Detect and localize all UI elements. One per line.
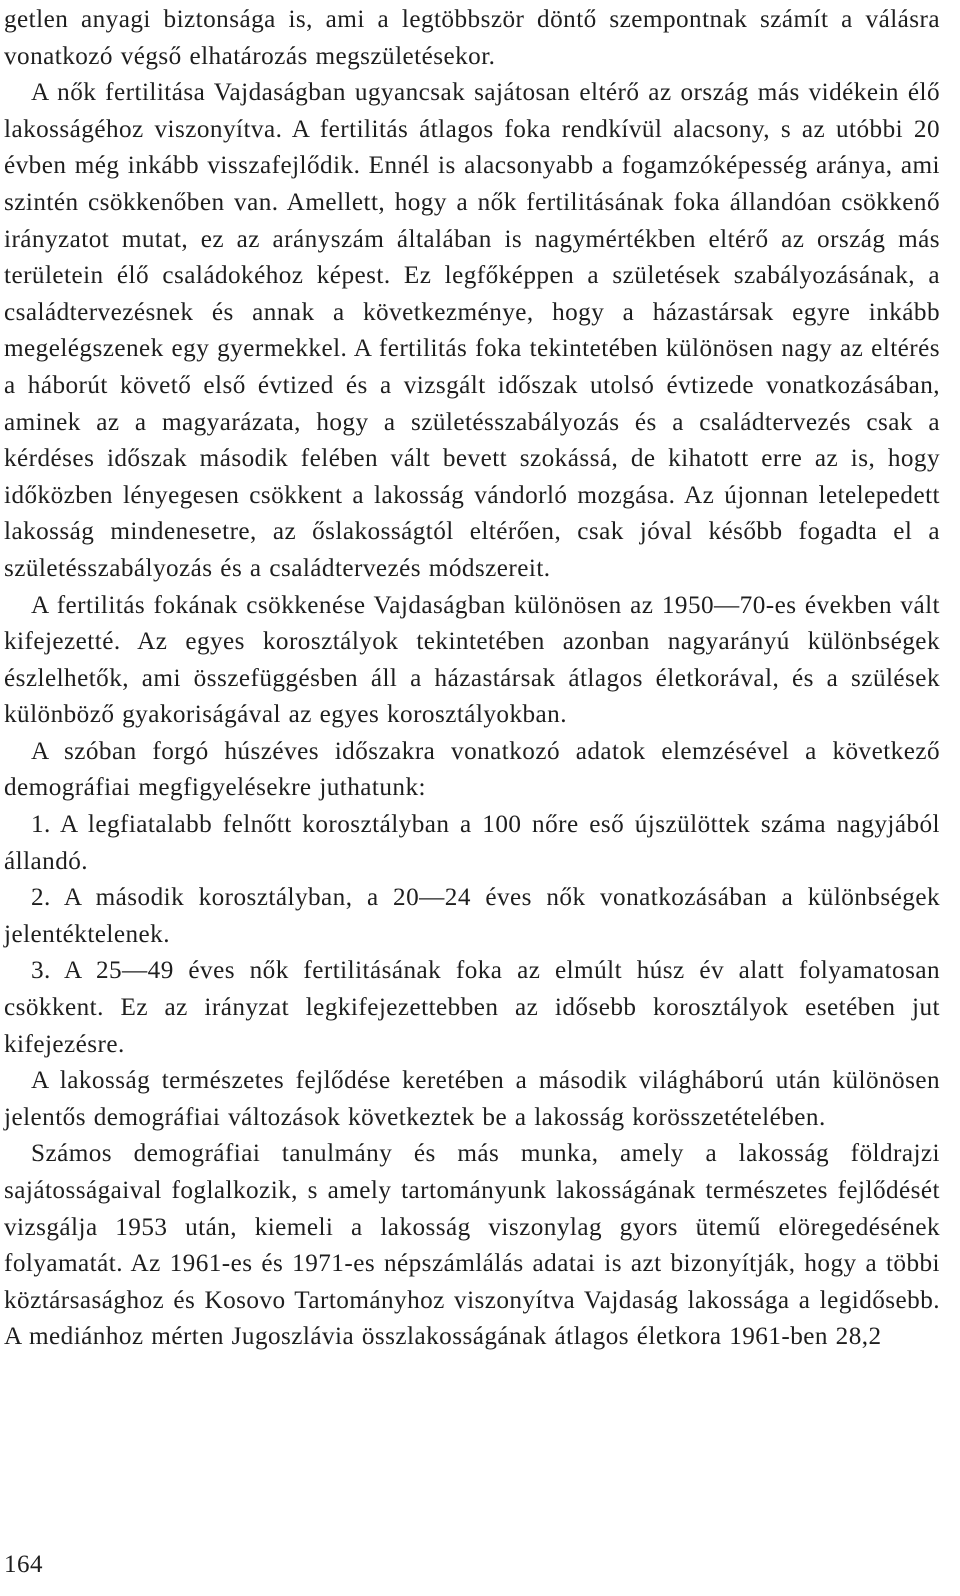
paragraph: getlen anyagi biztonsága is, ami a legtöbbször döntő szempontnak számít a válásra vonatkozó végső elhatározás megszületésekor. [4, 6, 940, 70]
list-item: 1. A legfiatalabb felnőtt korosztályban a 100 nőre eső újszülöttek száma nagyjából állandó. [4, 811, 940, 875]
paragraph: A fertilitás fokának csökkenése Vajdaságban különösen az 1950—70-es években vált kifejezetté. Az egyes korosztályok tekintetében azonban nagyarányú különbségek észlelhetők, ami összefüggésben áll a házastársak átlagos életkorával, és a szülések különböző gyakoriságával az egyes korosztályokban. [4, 591, 940, 729]
paragraph: A nők fertilitása Vajdaságban ugyancsak sajátosan eltérő az ország más vidékein élő lakosságéhoz viszonyítva. A fertilitás átlagos foka rendkívül alacsony, s az utóbbi 20 évben még inkább visszafejlődik. Ennél is alacsonyabb a fogamzóképesség aránya, ami szintén csökkenőben van. Amellett, hogy a nők fertilitásának foka állandóan csökkenő irányzatot mutat, ez az arányszám általában is nagymértékben eltérő az ország más területein élő családokéhoz képest. Ez legfőképpen a születések szabályozásának, a családtervezésnek és annak a következménye, hogy a házastársak egyre inkább megelégszenek egy gyermekkel. A fertilitás foka tekintetében különösen nagy az eltérés a háborút követő első évtized és a vizsgált időszak utolsó évtizede vonatkozásában, aminek az a magyarázata, hogy a születésszabályozás és a családtervezés csak a kérdéses időszak második felében vált bevett szokássá, de kihatott erre az is, hogy időközben lényegesen csökkent a lakosság vándorló mozgása. Az újonnan letelepedett lakosság mindenesetre, az őslakosságtól eltérően, csak jóval később fogadta el a születésszabályozás és a családtervezés módszereit. [4, 79, 940, 582]
paragraph: A szóban forgó húszéves időszakra vonatkozó adatok elemzésével a következő demográfiai megfigyelésekre juthatunk: [4, 737, 940, 802]
paragraph: Számos demográfiai tanulmány és más munka, amely a lakosság földrajzi sajátosságaival foglalkozik, s amely tartományunk lakosságának természetes fejlődését vizsgálja 1953 után, kiemeli a lakosság viszonylag gyors ütemű elöregedésének folyamatát. Az 1961-es és 1971-es népszámlálás adatai is azt bizonyítják, hogy a többi köztársasághoz és Kosovo Tartományhoz viszonyítva Vajdaság lakossága a legidősebb. A mediánhoz mérten Jugoszlávia összlakosságának átlagos életkora 1961-ben 28,2 [4, 1140, 940, 1351]
page-number: 164 [4, 1551, 43, 1578]
list-item: 2. A második korosztályban, a 20—24 éves nők vonatkozásában a különbségek jelentéktelenek. [4, 884, 940, 948]
list-item: 3. A 25—49 éves nők fertilitásának foka az elmúlt húsz év alatt folyamatosan csökkent. Ez az irányzat legkifejezettebben az idősebb korosztályok esetében jut kifejezésre. [4, 957, 940, 1058]
body-text [4, 2, 940, 1356]
paragraph: A lakosság természetes fejlődése keretében a második világháború után különösen jelentős demográfiai változások következtek be a lakosság korösszetételében. [4, 1067, 940, 1131]
